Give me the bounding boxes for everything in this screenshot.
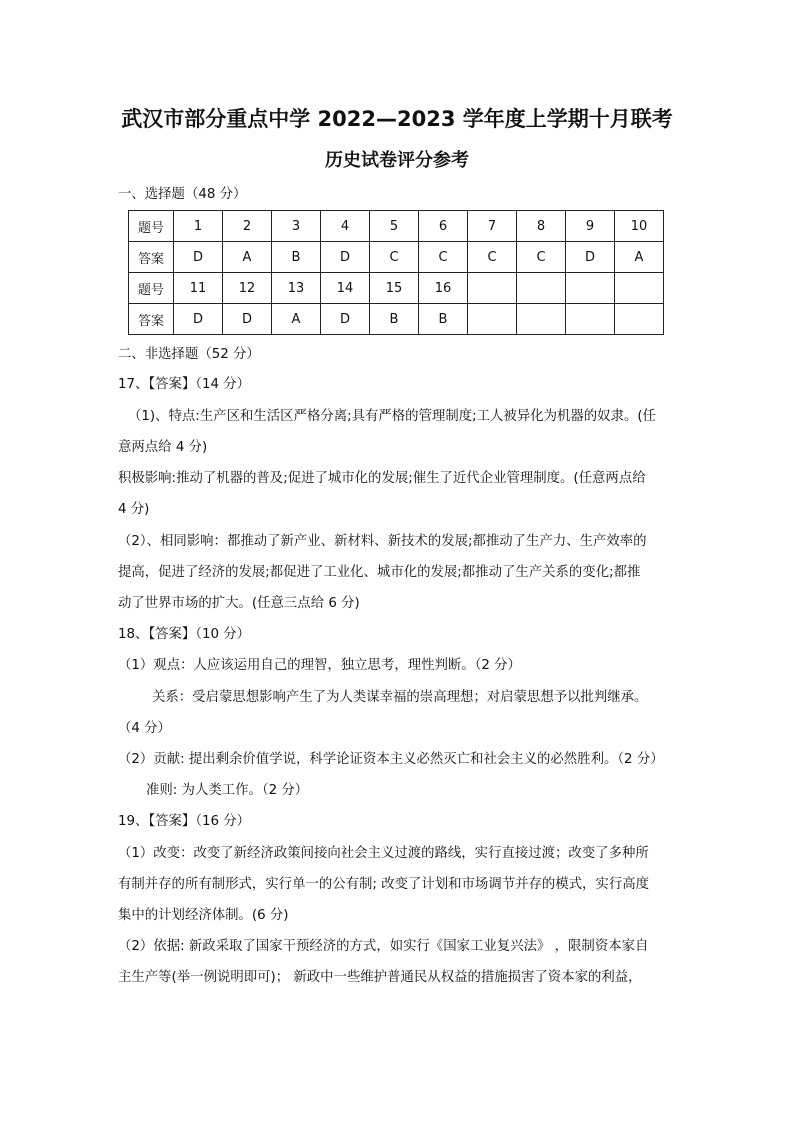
answer-text: 关系：受启蒙思想影响产生了为人类谋幸福的崇高理想；对启蒙思想予以批判继承。 xyxy=(152,690,648,705)
answer-table xyxy=(128,210,664,335)
answer-text: （4 分） xyxy=(118,721,171,736)
answer-table-row xyxy=(129,273,664,304)
answer-table-cell: A xyxy=(615,242,664,273)
answer-table-cell xyxy=(566,304,615,335)
document-subtitle: 历史试卷评分参考 xyxy=(325,150,469,171)
answer-table-cell: 9 xyxy=(566,211,615,242)
answer-table-cell: C xyxy=(370,242,419,273)
answer-table-cell xyxy=(615,304,664,335)
answer-text: 意两点给 4 分) xyxy=(118,440,208,455)
answer-table-cell: D xyxy=(321,242,370,273)
answer-table-cell: 6 xyxy=(419,211,468,242)
answer-table-cell: D xyxy=(174,304,223,335)
answer-table-cell: 15 xyxy=(370,273,419,304)
answer-table-cell xyxy=(615,273,664,304)
answer-text: （1）改变：改变了新经济政策间接向社会主义过渡的路线，实行直接过渡；改变了多种所 xyxy=(118,846,649,861)
answer-table-cell: 4 xyxy=(321,211,370,242)
answer-text: 4 分) xyxy=(118,502,150,517)
answer-text: （1)、特点:生产区和生活区严格分离;具有严格的管理制度;工人被异化为机器的奴隶。(任 xyxy=(128,409,656,424)
answer-table-row xyxy=(129,242,664,273)
answer-table-cell: 7 xyxy=(468,211,517,242)
answer-table-cell xyxy=(517,273,566,304)
answer-text: 提高，促进了经济的发展;都促进了工业化、城市化的发展;都推动了生产关系的变化;都推 xyxy=(118,565,641,580)
answer-table-row-label: 题号 xyxy=(129,211,174,242)
answer-table-cell xyxy=(566,273,615,304)
answer-table-cell: D xyxy=(174,242,223,273)
answer-table-cell: C xyxy=(468,242,517,273)
section-heading-nonchoice: 二、非选择题（52 分） xyxy=(118,347,260,362)
answer-table-cell: 5 xyxy=(370,211,419,242)
answer-text: 集中的计划经济体制。(6 分) xyxy=(118,908,289,923)
answer-table-row-label: 题号 xyxy=(129,273,174,304)
answer-table-cell xyxy=(468,304,517,335)
answer-table-cell: 11 xyxy=(174,273,223,304)
document-title: 武汉市部分重点中学 2022—2023 学年度上学期十月联考 xyxy=(121,107,673,131)
section-heading-choice: 一、选择题（48 分） xyxy=(118,187,247,202)
answer-heading-17: 17、【答案】（14 分） xyxy=(118,377,251,392)
answer-table-cell: 13 xyxy=(272,273,321,304)
answer-table-cell: A xyxy=(272,304,321,335)
answer-table-cell: B xyxy=(419,304,468,335)
answer-table-cell: A xyxy=(223,242,272,273)
answer-table-cell: 12 xyxy=(223,273,272,304)
answer-table-cell: B xyxy=(272,242,321,273)
answer-table-cell: 2 xyxy=(223,211,272,242)
answer-table-row-label: 答案 xyxy=(129,242,174,273)
answer-text: 积极影响:推动了机器的普及;促进了城市化的发展;催生了近代企业管理制度。(任意两点给 xyxy=(118,471,646,486)
answer-heading-19: 19、【答案】（16 分） xyxy=(118,814,251,829)
answer-table-cell: 16 xyxy=(419,273,468,304)
answer-table-cell: 14 xyxy=(321,273,370,304)
answer-text: （2）依据: 新政采取了国家干预经济的方式，如实行《国家工业复兴法》 ，限制资本家自 xyxy=(118,939,649,954)
answer-text: 准则: 为人类工作。（2 分） xyxy=(146,783,309,798)
answer-table-row xyxy=(129,211,664,242)
answer-table-cell: C xyxy=(419,242,468,273)
answer-table-cell: D xyxy=(223,304,272,335)
answer-text: （2）、相同影响：都推动了新产业、新材料、新技术的发展;都推动了生产力、生产效率的 xyxy=(118,534,647,549)
answer-text: 动了世界市场的扩大。(任意三点给 6 分) xyxy=(118,596,360,611)
answer-table-cell xyxy=(468,273,517,304)
answer-table-cell: D xyxy=(321,304,370,335)
answer-heading-18: 18、【答案】（10 分） xyxy=(118,627,251,642)
answer-text: （1）观点：人应该运用自己的理智，独立思考，理性判断。（2 分） xyxy=(118,658,521,673)
answer-table-cell: 1 xyxy=(174,211,223,242)
answer-table-row-label: 答案 xyxy=(129,304,174,335)
answer-table-cell: 3 xyxy=(272,211,321,242)
answer-table-cell: C xyxy=(517,242,566,273)
answer-text: 有制并存的所有制形式，实行单一的公有制; 改变了计划和市场调节并存的模式，实行高度 xyxy=(118,877,649,892)
answer-table-cell: 8 xyxy=(517,211,566,242)
answer-table-cell: 10 xyxy=(615,211,664,242)
answer-text: 主生产等(举一例说明即可)； 新政中一些维护普通民从权益的措施损害了资本家的利益， xyxy=(118,970,642,985)
answer-table-row xyxy=(129,304,664,335)
answer-table-cell: D xyxy=(566,242,615,273)
answer-text: （2）贡献: 提出剩余价值学说，科学论证资本主义必然灭亡和社会主义的必然胜利。（2 分） xyxy=(118,752,664,767)
answer-table-cell: B xyxy=(370,304,419,335)
answer-table-cell xyxy=(517,304,566,335)
